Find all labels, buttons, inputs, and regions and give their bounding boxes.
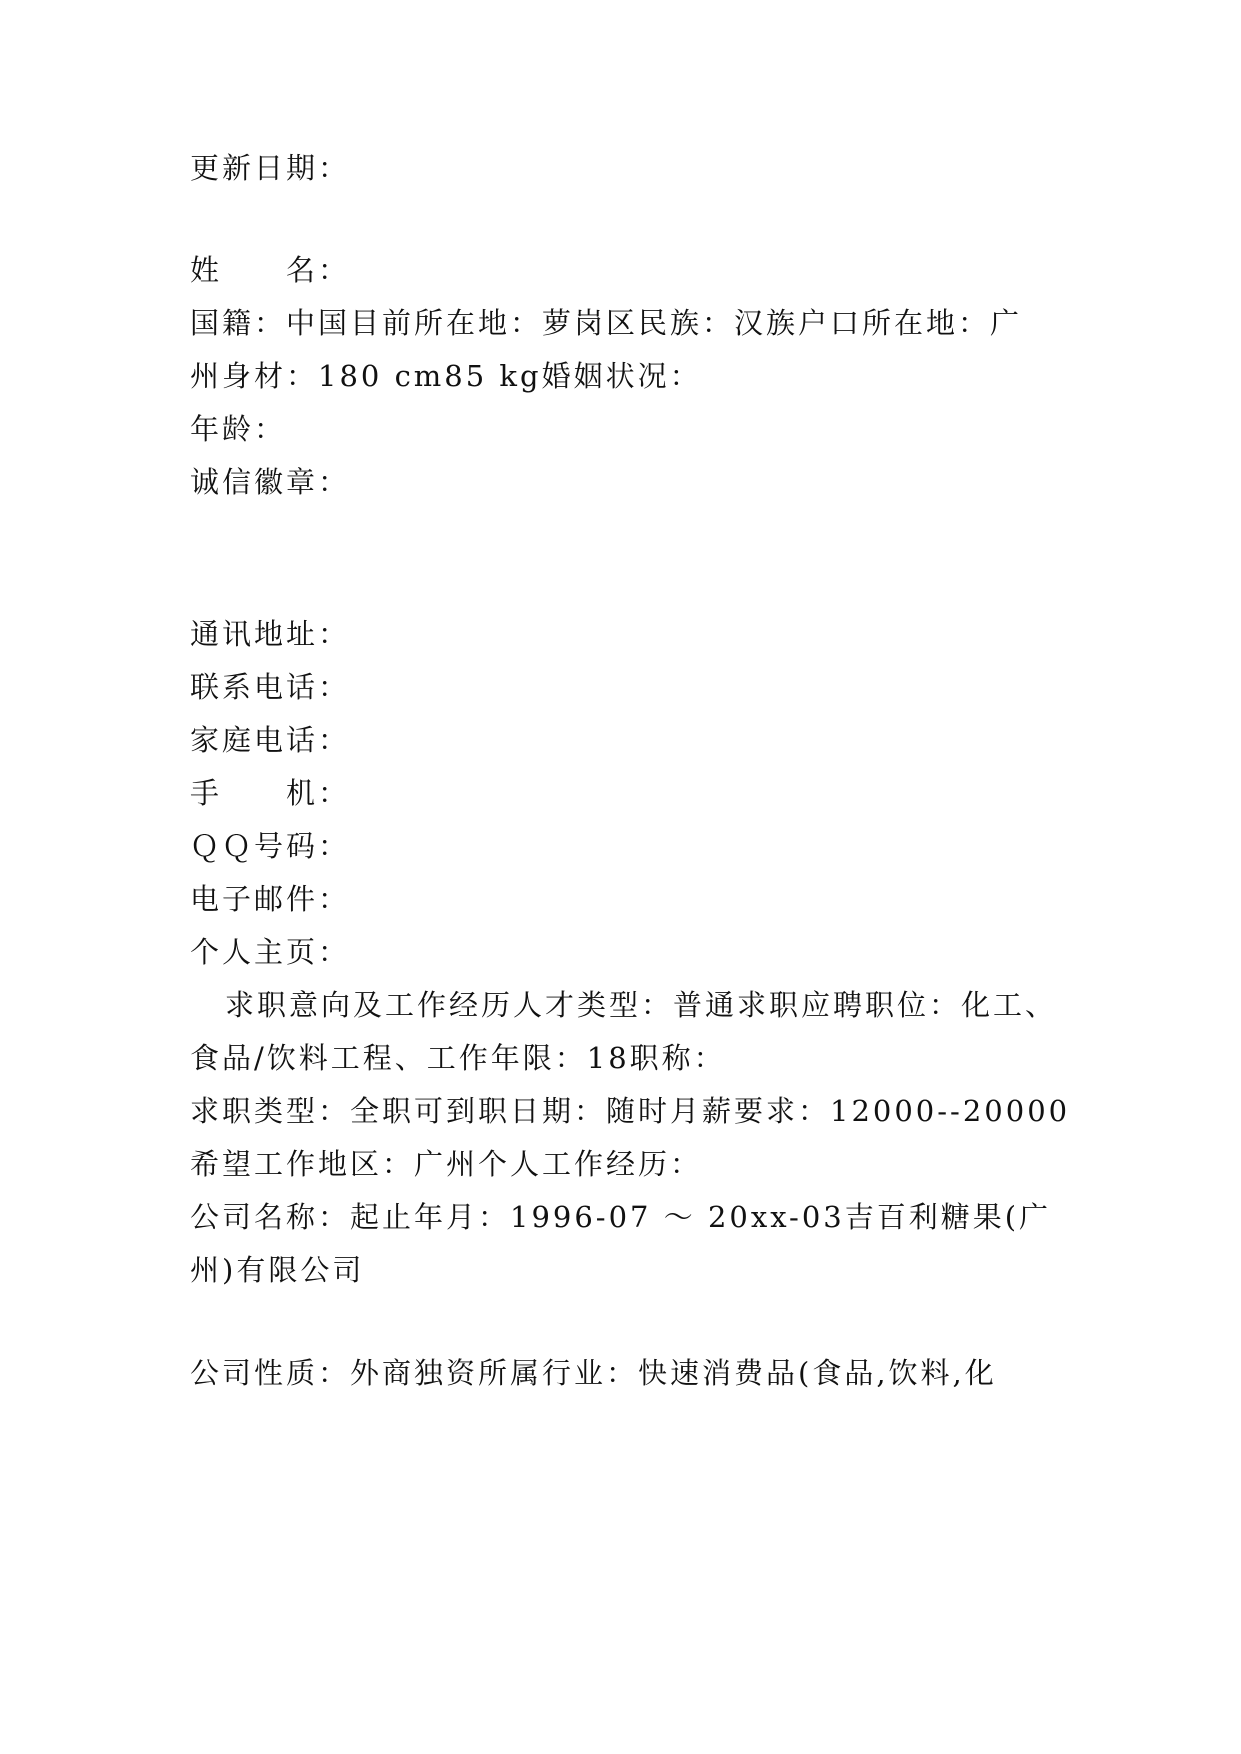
company-nature-line: 公司性质：外商独资所属行业：快速消费品(食品,饮料,化 [190, 1356, 997, 1390]
mobile-label: 手 机： [190, 776, 351, 810]
update-date-label: 更新日期： [190, 151, 351, 185]
name-label: 姓 名： [190, 253, 351, 287]
email-label: 电子邮件： [190, 882, 351, 916]
nationality-line-2: 州身材：180 cm85 kg婚姻状况： [190, 359, 702, 393]
age-label: 年龄： [190, 412, 287, 446]
company-line-2: 州)有限公司 [190, 1253, 365, 1287]
credit-badge-label: 诚信徽章： [190, 465, 351, 499]
home-phone-label: 家庭电话： [190, 723, 351, 757]
job-intent-line-2: 食品/饮料工程、工作年限：18职称： [190, 1041, 726, 1075]
address-label: 通讯地址： [190, 617, 351, 651]
job-intent-line-1: 求职意向及工作经历人才类型：普通求职应聘职位：化工、 [225, 988, 1058, 1022]
company-line-1: 公司名称：起止年月：1996-07 ～ 20xx-03吉百利糖果(广 [190, 1200, 1052, 1234]
homepage-label: 个人主页： [190, 935, 351, 969]
job-type-line: 求职类型：全职可到职日期：随时月薪要求：12000--20000 [190, 1094, 1071, 1128]
contact-phone-label: 联系电话： [190, 670, 351, 704]
nationality-line-1: 国籍：中国目前所在地：萝岗区民族：汉族户口所在地：广 [190, 306, 1023, 340]
desired-area-line: 希望工作地区：广州个人工作经历： [190, 1147, 703, 1181]
qq-label: ＱＱ号码： [190, 829, 351, 863]
